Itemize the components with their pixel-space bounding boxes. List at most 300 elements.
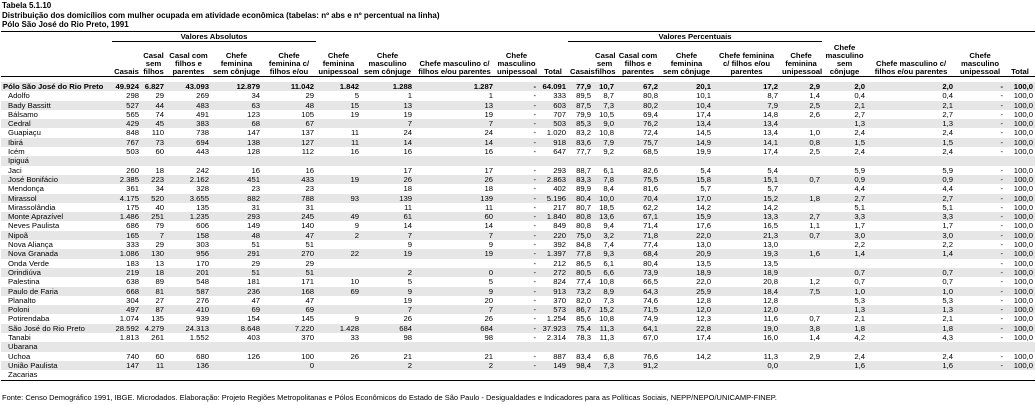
table-cell: 77,8 xyxy=(568,249,593,258)
table-cell: 87,5 xyxy=(568,101,593,110)
table-cell: 45 xyxy=(141,119,166,128)
table-cell: 1,4 xyxy=(822,249,867,258)
table-cell xyxy=(495,156,538,165)
table-cell: 23 xyxy=(305,184,315,194)
table-cell: 83,3 xyxy=(568,175,593,184)
table-cell: 2,1 xyxy=(867,101,955,110)
table-cell: 491 xyxy=(196,109,209,119)
table-cell: 6,1 xyxy=(603,258,615,268)
table-cell: 15,8 xyxy=(660,175,713,184)
table-cell: 1,5 xyxy=(867,138,955,147)
table-cell: 80,2 xyxy=(616,101,660,110)
col-header: Chefe feminina unipessoal xyxy=(780,42,822,77)
table-cell: 220 xyxy=(538,231,568,240)
table-cell xyxy=(822,259,867,268)
table-cell: 684 xyxy=(361,324,414,333)
table-cell: 85,6 xyxy=(576,314,592,324)
table-cell: 75,5 xyxy=(616,175,660,184)
table-cell: 22,0 xyxy=(660,231,713,240)
table-cell: 4.279 xyxy=(141,324,166,333)
table-cell: 64,1 xyxy=(616,324,660,333)
table-cell: 7,4 xyxy=(603,240,615,250)
table-cell: 18,5 xyxy=(599,202,615,212)
table-cell xyxy=(867,259,955,268)
table-cell: 26 xyxy=(414,175,495,184)
table-cell: 22,0 xyxy=(696,277,712,287)
table-cell: - xyxy=(1000,258,1004,268)
table-cell: 10,1 xyxy=(696,91,712,101)
table-cell: 89,9 xyxy=(576,184,592,194)
table-cell: 79,9 xyxy=(576,109,592,119)
table-cell xyxy=(780,342,822,351)
table-cell: 0,7 xyxy=(867,268,955,277)
table-cell: 12,0 xyxy=(713,305,780,314)
table-cell xyxy=(780,240,822,249)
table-cell: 1,2 xyxy=(809,277,821,287)
table-cell xyxy=(713,156,780,165)
table-cell: - xyxy=(495,324,538,333)
table-cell: 433 xyxy=(262,175,316,184)
table-cell: 100,0 xyxy=(1013,147,1034,157)
table-cell xyxy=(1005,342,1035,351)
table-cell: 939 xyxy=(196,314,209,324)
row-label: Ipiguá xyxy=(1,156,112,165)
table-cell: 7 xyxy=(414,231,495,240)
table-cell xyxy=(538,342,568,351)
table-cell: 3,0 xyxy=(867,231,955,240)
table-cell: 140 xyxy=(301,221,315,231)
table-cell xyxy=(780,296,822,305)
table-cell: 74,9 xyxy=(643,314,659,324)
table-cell: 24.313 xyxy=(166,324,211,333)
table-cell: 403 xyxy=(247,333,260,343)
table-cell xyxy=(713,342,780,351)
table-row xyxy=(1,128,1035,137)
table-cell: 19 xyxy=(361,249,414,258)
table-cell: 76,2 xyxy=(616,119,660,128)
table-row xyxy=(1,314,1035,323)
table-cell xyxy=(112,342,141,351)
table-cell: 383 xyxy=(166,119,211,128)
table-cell: 11 xyxy=(141,361,166,370)
table-cell xyxy=(141,156,166,165)
table-cell: 1,3 xyxy=(867,119,955,128)
table-cell: 100,0 xyxy=(1005,175,1035,184)
table-cell xyxy=(166,370,211,380)
table-cell: 2,4 xyxy=(854,128,866,138)
table-cell: 1,3 xyxy=(867,305,955,314)
table-cell: 7 xyxy=(361,119,414,128)
table-cell: 62,2 xyxy=(643,202,659,212)
source-note: Fonte: Censo Demográfico 1991, IBGE. Microdados. Elaboração: Projeto Regiões Metropolitanas e Pólos Econômicos do Estado de São Paulo - Desigualdades e Indicadores para as Políticas Sociais, NEPP/NEPO/UNICAMP-FINEP. xyxy=(2,393,777,402)
table-cell: 12,0 xyxy=(660,305,713,314)
table-cell: 138 xyxy=(211,138,262,147)
table-cell: 0,7 xyxy=(780,231,822,240)
row-label: São José do Rio Preto xyxy=(1,324,112,333)
table-cell: 2.314 xyxy=(546,333,567,343)
table-cell: 13 xyxy=(414,101,495,110)
table-cell xyxy=(1005,156,1035,165)
table-cell: 68,5 xyxy=(643,147,659,157)
table-cell xyxy=(316,259,361,268)
table-cell: 60 xyxy=(155,147,164,157)
table-cell: 9,2 xyxy=(603,147,615,157)
table-cell: - xyxy=(495,287,538,296)
table-cell xyxy=(593,370,616,380)
table-cell: 17 xyxy=(403,165,413,175)
table-cell: 83,4 xyxy=(576,351,592,361)
table-cell xyxy=(867,370,955,380)
table-cell: 147 xyxy=(247,128,260,138)
title-block xyxy=(2,1,440,30)
table-cell: 1,7 xyxy=(854,221,866,231)
table-cell: 13,0 xyxy=(696,240,712,250)
table-cell: 77,4 xyxy=(643,240,659,250)
table-cell: 638 xyxy=(126,277,139,287)
table-cell: - xyxy=(533,295,537,305)
table-cell: 11,3 xyxy=(593,324,616,333)
table-cell: 328 xyxy=(196,184,209,194)
table-cell: 2.863 xyxy=(538,175,568,184)
table-cell: 110 xyxy=(151,128,164,138)
table-cell: 20,1 xyxy=(660,82,713,91)
col-header: Chefe masculino unipessoal xyxy=(495,42,538,77)
table-cell xyxy=(262,156,316,165)
table-cell: 85,3 xyxy=(568,119,593,128)
table-cell: 135 xyxy=(151,314,164,324)
col-header: Chefe feminina sem cônjuge xyxy=(211,42,262,77)
table-cell xyxy=(316,296,361,305)
col-header: Chefe masculino c/ filhos e/ou parentes xyxy=(414,42,495,77)
table-cell: 1,8 xyxy=(822,324,867,333)
table-cell: - xyxy=(533,91,537,101)
table-cell: 15,1 xyxy=(713,175,780,184)
group-percent-header: Valores Percentuais xyxy=(568,32,822,42)
table-cell xyxy=(955,156,1005,165)
table-cell: - xyxy=(1000,240,1004,250)
table-cell: 68,4 xyxy=(616,249,660,258)
row-label: Planalto xyxy=(8,295,36,305)
table-cell: 3,8 xyxy=(780,324,822,333)
table-cell: 100,0 xyxy=(1013,109,1034,119)
col-header: Casal sem filhos xyxy=(593,42,616,77)
table-cell: 217 xyxy=(553,202,567,212)
table-cell: 14,2 xyxy=(696,351,712,361)
table-cell xyxy=(414,370,495,380)
table-cell: 1,3 xyxy=(822,305,867,314)
table-cell: 2,5 xyxy=(809,147,821,157)
table-cell: 15,9 xyxy=(660,212,713,221)
row-label: Nova Granada xyxy=(1,249,112,258)
table-cell: - xyxy=(1000,91,1004,101)
table-cell xyxy=(112,370,141,380)
table-cell: 4,4 xyxy=(854,184,866,194)
table-cell xyxy=(568,370,593,380)
group-absolute-header: Valores Absolutos xyxy=(112,32,316,42)
table-cell: - xyxy=(495,194,538,203)
table-cell: 15 xyxy=(316,101,361,110)
table-cell: 20,8 xyxy=(763,277,779,287)
table-cell: 503 xyxy=(538,119,568,128)
table-cell: 17 xyxy=(484,165,494,175)
table-cell: - xyxy=(533,128,537,138)
table-cell: 2,1 xyxy=(854,314,866,324)
table-cell: 69,4 xyxy=(643,109,659,119)
table-cell xyxy=(713,370,780,380)
table-cell: 10,8 xyxy=(599,277,615,287)
table-cell: 80,4 xyxy=(568,194,593,203)
col-header: Chefe masculino unipessoal xyxy=(955,42,1005,77)
table-cell: 25,9 xyxy=(660,287,713,296)
table-cell: 16 xyxy=(350,147,360,157)
table-cell: 17,2 xyxy=(713,82,780,91)
table-cell: - xyxy=(955,287,1005,296)
table-cell: 251 xyxy=(141,212,166,221)
table-cell: 5,1 xyxy=(854,202,866,212)
table-row xyxy=(1,194,1035,203)
table-cell xyxy=(538,370,568,380)
table-cell: 261 xyxy=(151,333,164,343)
table-cell: 16 xyxy=(484,147,494,157)
row-label: Tanabi xyxy=(8,333,31,343)
table-cell: - xyxy=(1000,202,1004,212)
table-cell: 1,0 xyxy=(809,128,821,138)
table-cell: 19 xyxy=(316,175,361,184)
table-cell xyxy=(780,119,822,128)
table-cell: 1.813 xyxy=(119,333,139,343)
table-cell: 2,4 xyxy=(854,351,866,361)
table-cell: 10 xyxy=(350,277,360,287)
table-cell xyxy=(316,361,361,370)
table-cell: 91,2 xyxy=(616,361,660,370)
table-cell: 918 xyxy=(538,138,568,147)
table-cell: 47 xyxy=(305,295,315,305)
table-cell: 82,6 xyxy=(643,165,659,175)
table-cell xyxy=(780,259,822,268)
table-cell: - xyxy=(495,119,538,128)
table-cell: 1.842 xyxy=(316,82,361,91)
table-cell: 100,0 xyxy=(1005,268,1035,277)
table-cell: 0,0 xyxy=(713,361,780,370)
table-cell: 100,0 xyxy=(1013,333,1034,343)
table-row xyxy=(1,91,1035,100)
table-cell: 100,0 xyxy=(1005,101,1035,110)
table-cell: 11 xyxy=(485,202,494,212)
row-label: Mirassolândia xyxy=(8,202,56,212)
table-cell: 33 xyxy=(350,333,360,343)
table-cell: 19 xyxy=(484,109,494,119)
table-cell: 100,0 xyxy=(1013,221,1034,231)
table-cell: 483 xyxy=(166,101,211,110)
table-cell: 0,9 xyxy=(822,175,867,184)
table-cell: 5,9 xyxy=(942,165,954,175)
table-cell: - xyxy=(955,194,1005,203)
table-cell: 29 xyxy=(155,91,164,101)
table-cell: 9 xyxy=(361,287,414,296)
table-cell: 17,4 xyxy=(696,109,712,119)
table-cell: - xyxy=(1000,351,1004,361)
table-cell: 12,8 xyxy=(763,295,779,305)
table-cell: 1,4 xyxy=(867,249,955,258)
table-cell: 165 xyxy=(112,231,141,240)
table-cell: 956 xyxy=(166,249,211,258)
table-cell: 48 xyxy=(211,231,262,240)
table-cell: - xyxy=(533,351,537,361)
table-cell: 7 xyxy=(361,305,414,314)
table-cell: 3.655 xyxy=(166,194,211,203)
table-cell: 8,4 xyxy=(603,184,615,194)
table-cell: - xyxy=(533,277,537,287)
table-cell: 1,6 xyxy=(822,361,867,370)
table-cell: 270 xyxy=(262,249,316,258)
table-cell: 219 xyxy=(112,268,141,277)
table-cell: 333 xyxy=(553,91,567,101)
table-cell: - xyxy=(533,184,537,194)
table-cell: 8,7 xyxy=(603,91,615,101)
table-cell xyxy=(316,184,361,193)
table-cell: 565 xyxy=(126,109,139,119)
table-cell: 1.486 xyxy=(112,212,141,221)
table-cell: 80,5 xyxy=(568,268,593,277)
table-row xyxy=(1,296,1035,305)
table-cell: - xyxy=(1000,221,1004,231)
table-cell: 19,3 xyxy=(713,249,780,258)
table-cell: 98 xyxy=(403,333,413,343)
table-cell: 6,8 xyxy=(603,351,615,361)
table-cell xyxy=(867,156,955,165)
table-cell: 31 xyxy=(251,202,260,212)
table-cell: 100,0 xyxy=(1005,361,1035,370)
table-cell: 17,4 xyxy=(763,147,779,157)
table-cell: - xyxy=(955,138,1005,147)
table-cell: 2,4 xyxy=(942,147,954,157)
table-cell: 647 xyxy=(553,147,567,157)
table-cell: - xyxy=(533,240,537,250)
table-cell: 245 xyxy=(262,212,316,221)
table-cell: - xyxy=(955,175,1005,184)
table-cell: 882 xyxy=(211,194,262,203)
table-cell: 16 xyxy=(305,165,315,175)
table-cell: 8,7 xyxy=(767,91,779,101)
table-cell: 13,5 xyxy=(763,258,779,268)
col-header: Chefe feminina sem cônjuge xyxy=(660,42,713,77)
table-cell: 19 xyxy=(403,109,413,119)
table-cell: 6,1 xyxy=(603,165,615,175)
table-row xyxy=(1,119,1035,128)
table-cell: 51 xyxy=(305,240,315,250)
table-cell: - xyxy=(1000,147,1004,157)
table-cell: 76,6 xyxy=(643,351,659,361)
table-cell: 10,5 xyxy=(599,109,615,119)
table-cell: 738 xyxy=(196,128,209,138)
table-cell: 7,5 xyxy=(780,287,822,296)
row-label: Mendonça xyxy=(8,184,44,194)
table-body xyxy=(1,82,1035,380)
table-cell: 0 xyxy=(414,268,495,277)
table-cell: 5,9 xyxy=(854,165,866,175)
table-subtitle: Distribuição dos domicílios com mulher ocupada em atividade econômica (tabelas: nº abs e nº percentual na linha) xyxy=(2,10,440,20)
table-cell: 11,3 xyxy=(599,333,615,343)
table-cell: 16 xyxy=(251,165,260,175)
table-cell: 22 xyxy=(316,249,361,258)
row-label: Orindiúva xyxy=(1,268,112,277)
table-cell: 0,8 xyxy=(780,138,822,147)
table-cell xyxy=(141,342,166,351)
table-cell: 171 xyxy=(301,277,315,287)
table-cell: 5,3 xyxy=(942,295,954,305)
row-label: Guapiaçu xyxy=(8,128,41,138)
table-cell: 18 xyxy=(141,268,166,277)
table-cell: 402 xyxy=(553,184,567,194)
table-cell xyxy=(568,342,593,351)
row-label: Zacarias xyxy=(1,370,112,380)
table-cell: 67 xyxy=(262,119,316,128)
table-cell: 9 xyxy=(407,240,413,250)
table-cell: 2,1 xyxy=(942,314,954,324)
table-cell: 17,0 xyxy=(660,194,713,203)
table-cell: - xyxy=(495,212,538,221)
col-header: Chefe masculino sem cônjuge xyxy=(361,42,414,77)
table-cell: 5,4 xyxy=(767,165,779,175)
table-cell: 98,4 xyxy=(568,361,593,370)
table-cell: 5 xyxy=(354,91,360,101)
table-cell: 2,7 xyxy=(867,194,955,203)
table-cell: 1.397 xyxy=(538,249,568,258)
table-cell: 28.592 xyxy=(112,324,141,333)
col-header: Chefe masculino c/ filhos e/ou parentes xyxy=(867,42,955,77)
table-cell: 18 xyxy=(403,184,413,194)
table-cell: 100,0 xyxy=(1013,184,1034,194)
table-cell: 77,7 xyxy=(576,147,592,157)
table-cell: 100,0 xyxy=(1013,351,1034,361)
table-row xyxy=(1,259,1035,268)
table-row xyxy=(1,240,1035,249)
table-cell: 527 xyxy=(112,101,141,110)
table-cell: 34 xyxy=(251,91,260,101)
table-cell: 303 xyxy=(196,240,209,250)
table-cell: 497 xyxy=(112,305,141,314)
row-label: José Bonifácio xyxy=(1,175,112,184)
table-cell: 684 xyxy=(414,324,495,333)
table-cell: 6,6 xyxy=(593,268,616,277)
table-cell: 3,0 xyxy=(822,231,867,240)
table-cell: 410 xyxy=(166,305,211,314)
table-cell: 668 xyxy=(112,287,141,296)
table-cell xyxy=(593,156,616,165)
col-header: Chefe feminina unipessoal xyxy=(316,42,361,77)
table-cell: 86,7 xyxy=(568,305,593,314)
table-cell: 100,0 xyxy=(1013,91,1034,101)
table-cell: 707 xyxy=(553,109,567,119)
table-cell: - xyxy=(955,268,1005,277)
table-cell: 18,9 xyxy=(660,268,713,277)
table-cell: 73 xyxy=(141,138,166,147)
table-cell xyxy=(780,370,822,380)
table-cell: 139 xyxy=(414,194,495,203)
table-cell: 93 xyxy=(316,194,361,203)
table-cell: - xyxy=(955,231,1005,240)
table-row xyxy=(1,231,1035,240)
table-cell: 686 xyxy=(126,221,139,231)
table-cell: 0,7 xyxy=(854,277,866,287)
table-cell: 80,4 xyxy=(643,258,659,268)
table-cell: 21 xyxy=(403,351,413,361)
table-cell: 1.840 xyxy=(538,212,568,221)
table-cell: 5,7 xyxy=(767,184,779,194)
table-cell xyxy=(616,342,660,351)
table-cell: 78,3 xyxy=(576,333,592,343)
table-cell: 67,1 xyxy=(616,212,660,221)
